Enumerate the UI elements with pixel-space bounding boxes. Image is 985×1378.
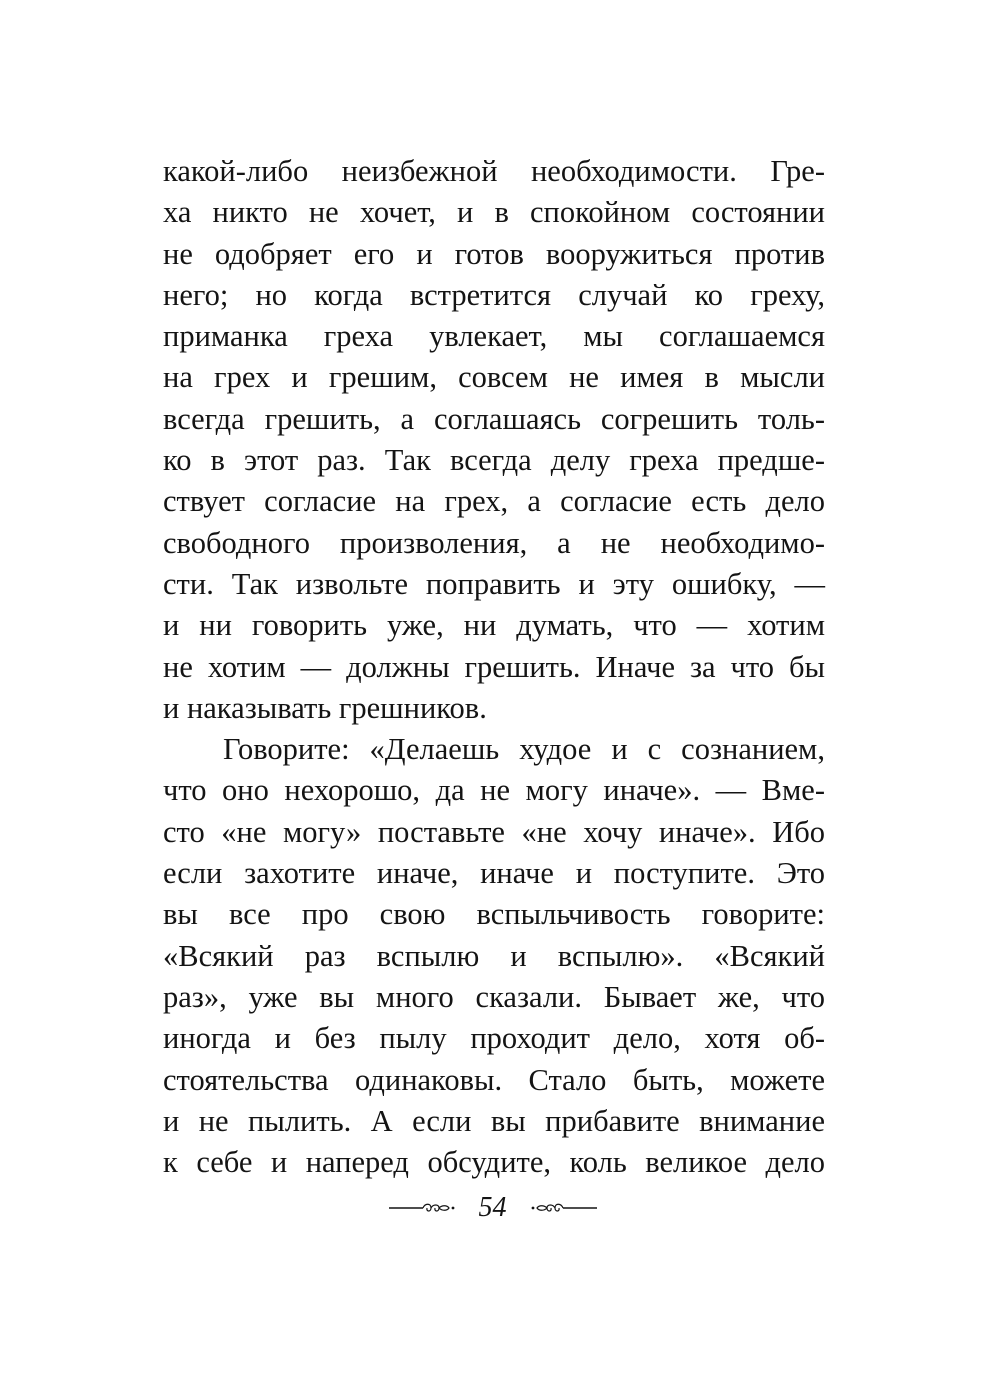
- text-line: не одобряет его и готов вооружиться против: [163, 236, 825, 271]
- text-line: сти. Так извольте поправить и эту ошибку, —: [163, 566, 825, 601]
- text-line: к себе и наперед обсудите, коль великое дело: [163, 1145, 825, 1180]
- text-line: свободного произволения, а не необходимо-: [163, 525, 825, 560]
- text-line: на грех и грешим, совсем не имея в мысли: [163, 360, 825, 395]
- ornament-flourish-icon: [529, 1201, 599, 1215]
- text-line: стоятельства одинаковы. Стало быть, можете: [163, 1062, 825, 1097]
- page-footer: [0, 1188, 985, 1228]
- ornament-flourish-icon: [387, 1201, 457, 1215]
- text-line: ствует согласие на грех, а согласие есть дело: [163, 484, 825, 519]
- page-number: 54: [478, 1192, 507, 1223]
- paragraph-end-line: и наказывать грешников.: [163, 690, 487, 725]
- text-line: него; но когда встретится случай ко греху,: [163, 277, 825, 312]
- text-line: сто «не могу» поставьте «не хочу иначе». Ибо: [163, 814, 825, 849]
- text-line: и ни говорить уже, ни думать, что — хотим: [163, 608, 825, 643]
- paragraph-start-line: Говорите: «Делаешь худое и с сознанием,: [223, 732, 825, 767]
- text-line: приманка греха увлекает, мы соглашаемся: [163, 319, 825, 354]
- text-line: ко в этот раз. Так всегда делу греха предше-: [163, 443, 825, 478]
- text-line: какой-либо неизбежной необходимости. Гре-: [163, 154, 825, 188]
- text-line: что оно нехорошо, да не могу иначе». — Вме-: [163, 773, 825, 808]
- text-line: иногда и без пылу проходит дело, хотя об-: [163, 1021, 825, 1056]
- text-line: всегда грешить, а соглашаясь согрешить толь-: [163, 401, 825, 436]
- body-text: [163, 151, 825, 1183]
- text-line: не хотим — должны грешить. Иначе за что бы: [163, 649, 825, 684]
- text-line: вы все про свою вспыльчивость говорите:: [163, 897, 825, 932]
- text-line: и не пылить. А если вы прибавите внимание: [163, 1103, 825, 1138]
- text-line: «Всякий раз вспылю и вспылю». «Всякий: [163, 938, 825, 973]
- text-line: раз», уже вы много сказали. Бывает же, что: [163, 979, 825, 1014]
- text-line: если захотите иначе, иначе и поступите. Это: [163, 856, 825, 891]
- text-line: ха никто не хочет, и в спокойном состоянии: [163, 195, 825, 230]
